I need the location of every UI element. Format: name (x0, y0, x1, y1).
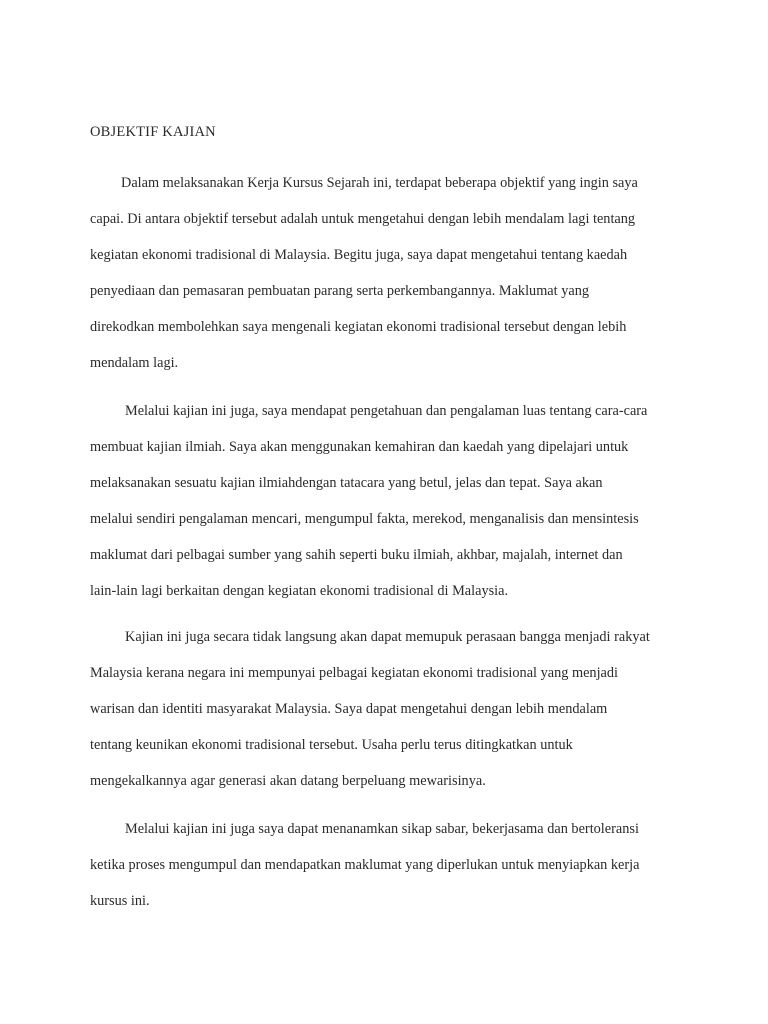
paragraph-line: direkodkan membolehkan saya mengenali kegiatan ekonomi tradisional tersebut dengan lebih (90, 319, 627, 335)
paragraph-line: kegiatan ekonomi tradisional di Malaysia. Begitu juga, saya dapat mengetahui tentang kaedah (90, 247, 628, 263)
paragraph-line: membuat kajian ilmiah. Saya akan menggunakan kemahiran dan kaedah yang dipelajari untuk (90, 439, 629, 455)
paragraph-line: melalui sendiri pengalaman mencari, mengumpul fakta, merekod, menganalisis dan mensintesis (90, 511, 639, 527)
paragraph-line: Malaysia kerana negara ini mempunyai pelbagai kegiatan ekonomi tradisional yang menjadi (90, 665, 619, 681)
paragraph-line: ketika proses mengumpul dan mendapatkan maklumat yang diperlukan untuk menyiapkan kerja (90, 857, 640, 873)
paragraph-line: mendalam lagi. (90, 355, 179, 371)
paragraph-line: kursus ini. (90, 893, 150, 909)
paragraph-line: capai. Di antara objektif tersebut adalah untuk mengetahui dengan lebih mendalam lagi tentang (90, 211, 636, 227)
paragraph-line: mengekalkannya agar generasi akan datang berpeluang mewarisinya. (90, 773, 486, 789)
paragraph-3 (90, 628, 690, 808)
paragraph-line: Dalam melaksanakan Kerja Kursus Sejarah ini, terdapat beberapa objektif yang ingin saya (121, 175, 638, 191)
document-title: OBJEKTIF KAJIAN (90, 124, 216, 140)
paragraph-2 (90, 402, 690, 618)
paragraph-line: Kajian ini juga secara tidak langsung akan dapat memupuk perasaan bangga menjadi rakyat (125, 629, 650, 645)
paragraph-line: Melalui kajian ini juga, saya mendapat pengetahuan dan pengalaman luas tentang cara-cara (125, 403, 648, 419)
paragraph-1 (90, 174, 690, 390)
paragraph-line: Melalui kajian ini juga saya dapat menanamkan sikap sabar, bekerjasama dan bertoleransi (125, 821, 639, 837)
paragraph-line: tentang keunikan ekonomi tradisional tersebut. Usaha perlu terus ditingkatkan untuk (90, 737, 573, 753)
paragraph-line: melaksanakan sesuatu kajian ilmiahdengan tatacara yang betul, jelas dan tepat. Saya akan (90, 475, 603, 491)
paragraph-line: lain-lain lagi berkaitan dengan kegiatan ekonomi tradisional di Malaysia. (90, 583, 509, 599)
paragraph-line: warisan dan identiti masyarakat Malaysia. Saya dapat mengetahui dengan lebih mendalam (90, 701, 608, 717)
paragraph-line: maklumat dari pelbagai sumber yang sahih seperti buku ilmiah, akhbar, majalah, internet dan (90, 547, 623, 563)
paragraph-line: penyediaan dan pemasaran pembuatan parang serta perkembangannya. Maklumat yang (90, 283, 589, 299)
paragraph-4 (90, 820, 690, 928)
